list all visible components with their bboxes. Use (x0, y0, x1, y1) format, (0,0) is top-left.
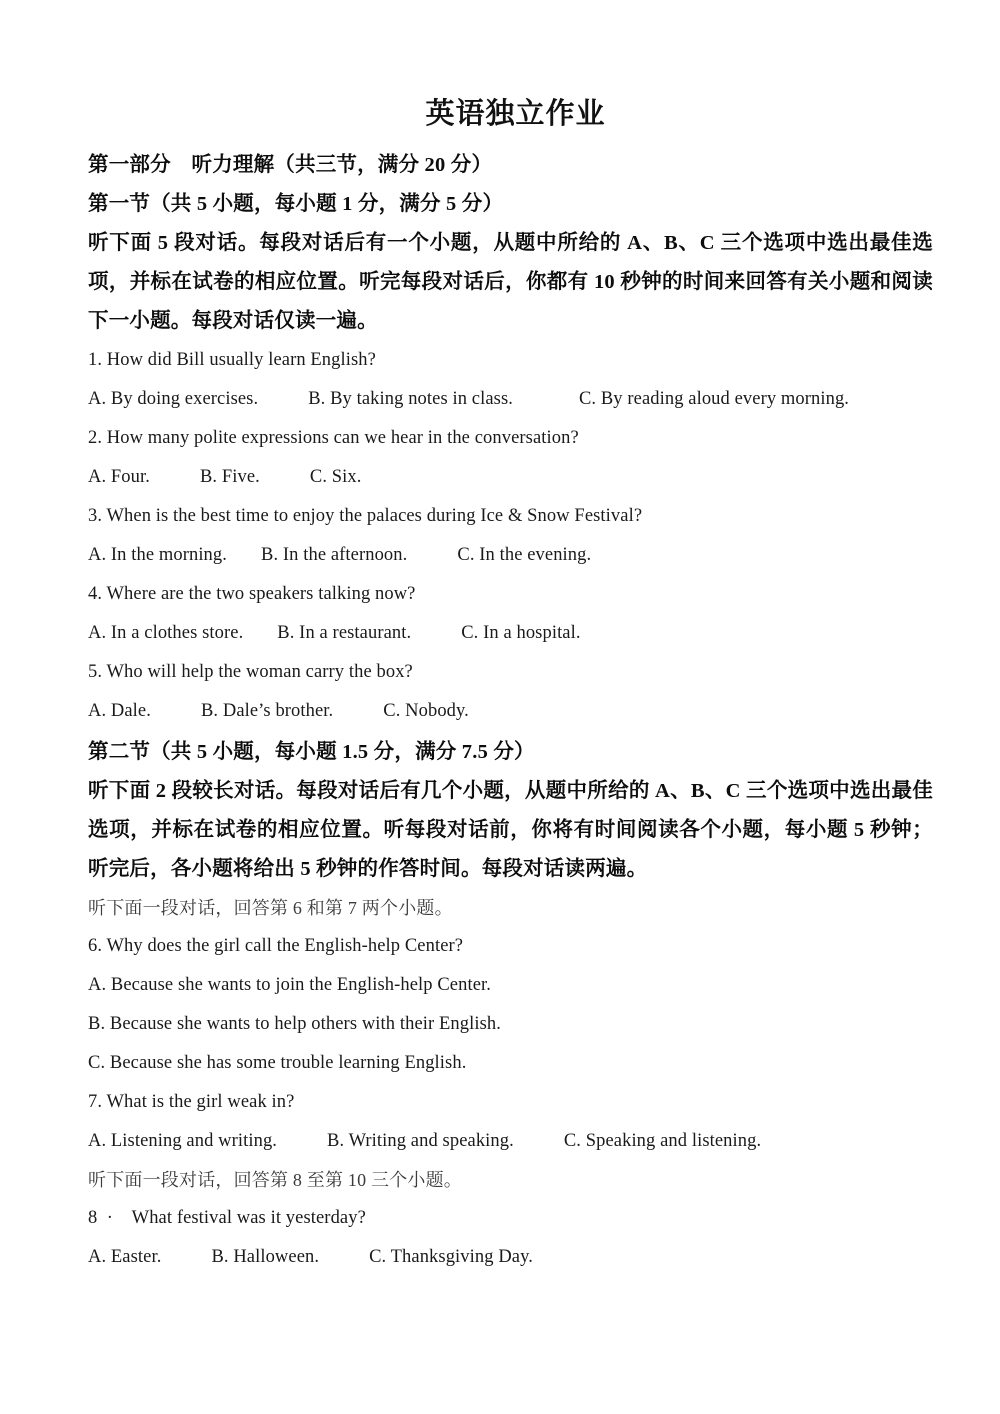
option-b[interactable]: B. In a restaurant. (277, 623, 412, 644)
option-c[interactable]: C. In a hospital. (461, 623, 581, 644)
question-stem: 1. How did Bill usually learn English? (88, 350, 376, 371)
question-stem: 7. What is the girl weak in? (88, 1092, 295, 1113)
page-title: 英语独立作业 (425, 98, 606, 130)
option-c[interactable]: C. Nobody. (383, 701, 469, 722)
question-stem: 5. Who will help the woman carry the box? (88, 662, 413, 683)
option-row (88, 614, 933, 653)
option-b[interactable]: B. In the afternoon. (261, 545, 408, 566)
question-stem: 8 · What festival was it yesterday? (88, 1208, 366, 1229)
option-c[interactable]: C. Thanksgiving Day. (369, 1247, 533, 1268)
part-one-heading: 第一部分 听力理解（共三节，满分 20 分） (88, 154, 493, 177)
question-stem: 3. When is the best time to enjoy the palaces during Ice & Snow Festival? (88, 506, 643, 527)
option-row (88, 1044, 933, 1083)
option-row (88, 966, 933, 1005)
option-b[interactable]: B. By taking notes in class. (308, 389, 513, 410)
section-two-instructions: 听下面 2 段较长对话。每段对话后有几个小题，从题中所给的 A、B、C 三个选项中选出最佳选项，并标在试卷的相应位置。听每段对话前，你将有时间阅读各个小题，每小题 5 秒钟；听完后，各小题将给出 5 秒钟的作答时间。每段对话读两遍。 (88, 780, 933, 881)
option-a[interactable]: A. By doing exercises. (88, 389, 259, 410)
option-c[interactable]: C. Six. (309, 467, 362, 488)
option-row (88, 1238, 933, 1277)
question-stem: 2. How many polite expressions can we hear in the conversation? (88, 428, 579, 449)
question-stem: 6. Why does the girl call the English-help Center? (88, 936, 464, 957)
option-b[interactable]: B. Halloween. (211, 1247, 320, 1268)
option-row (88, 692, 933, 731)
option-a[interactable]: A. Listening and writing. (88, 1131, 278, 1152)
option-b[interactable]: B. Five. (199, 467, 260, 488)
option-row (88, 458, 933, 497)
option-b[interactable]: B. Writing and speaking. (327, 1131, 514, 1152)
option-c[interactable]: C. Speaking and listening. (563, 1131, 762, 1152)
option-c[interactable]: C. In the evening. (457, 545, 592, 566)
option-b[interactable]: B. Dale’s brother. (200, 701, 334, 722)
option-c[interactable]: C. Because she has some trouble learning English. (88, 1053, 467, 1074)
option-a[interactable]: A. Because she wants to join the English-help Center. (88, 975, 491, 996)
option-a[interactable]: A. Easter. (88, 1247, 162, 1268)
option-row (88, 380, 933, 419)
option-b[interactable]: B. Because she wants to help others with their English. (88, 1014, 501, 1035)
option-row (88, 1122, 933, 1161)
option-c[interactable]: C. By reading aloud every morning. (578, 389, 850, 410)
option-row (88, 1005, 933, 1044)
option-a[interactable]: A. In the morning. (88, 545, 227, 566)
option-a[interactable]: A. Four. (88, 467, 150, 488)
option-a[interactable]: A. In a clothes store. (88, 623, 244, 644)
option-row (88, 536, 933, 575)
section-one-instructions: 听下面 5 段对话。每段对话后有一个小题，从题中所给的 A、B、C 三个选项中选出最佳选项，并标在试卷的相应位置。听完每段对话后，你都有 10 秒钟的时间来回答有关小题和阅读下一小题。每段对话仅读一遍。 (88, 232, 933, 333)
sub-instruction-questions-6-7: 听下面一段对话，回答第 6 和第 7 两个小题。 (88, 898, 453, 919)
option-a[interactable]: A. Dale. (88, 701, 151, 722)
section-two-heading: 第二节（共 5 小题，每小题 1.5 分，满分 7.5 分） (88, 741, 535, 764)
question-stem: 4. Where are the two speakers talking now? (88, 584, 416, 605)
section-one-heading: 第一节（共 5 小题，每小题 1 分，满分 5 分） (88, 193, 504, 216)
sub-instruction-questions-8-10: 听下面一段对话，回答第 8 至第 10 三个小题。 (88, 1170, 462, 1191)
document-content (88, 96, 933, 1277)
